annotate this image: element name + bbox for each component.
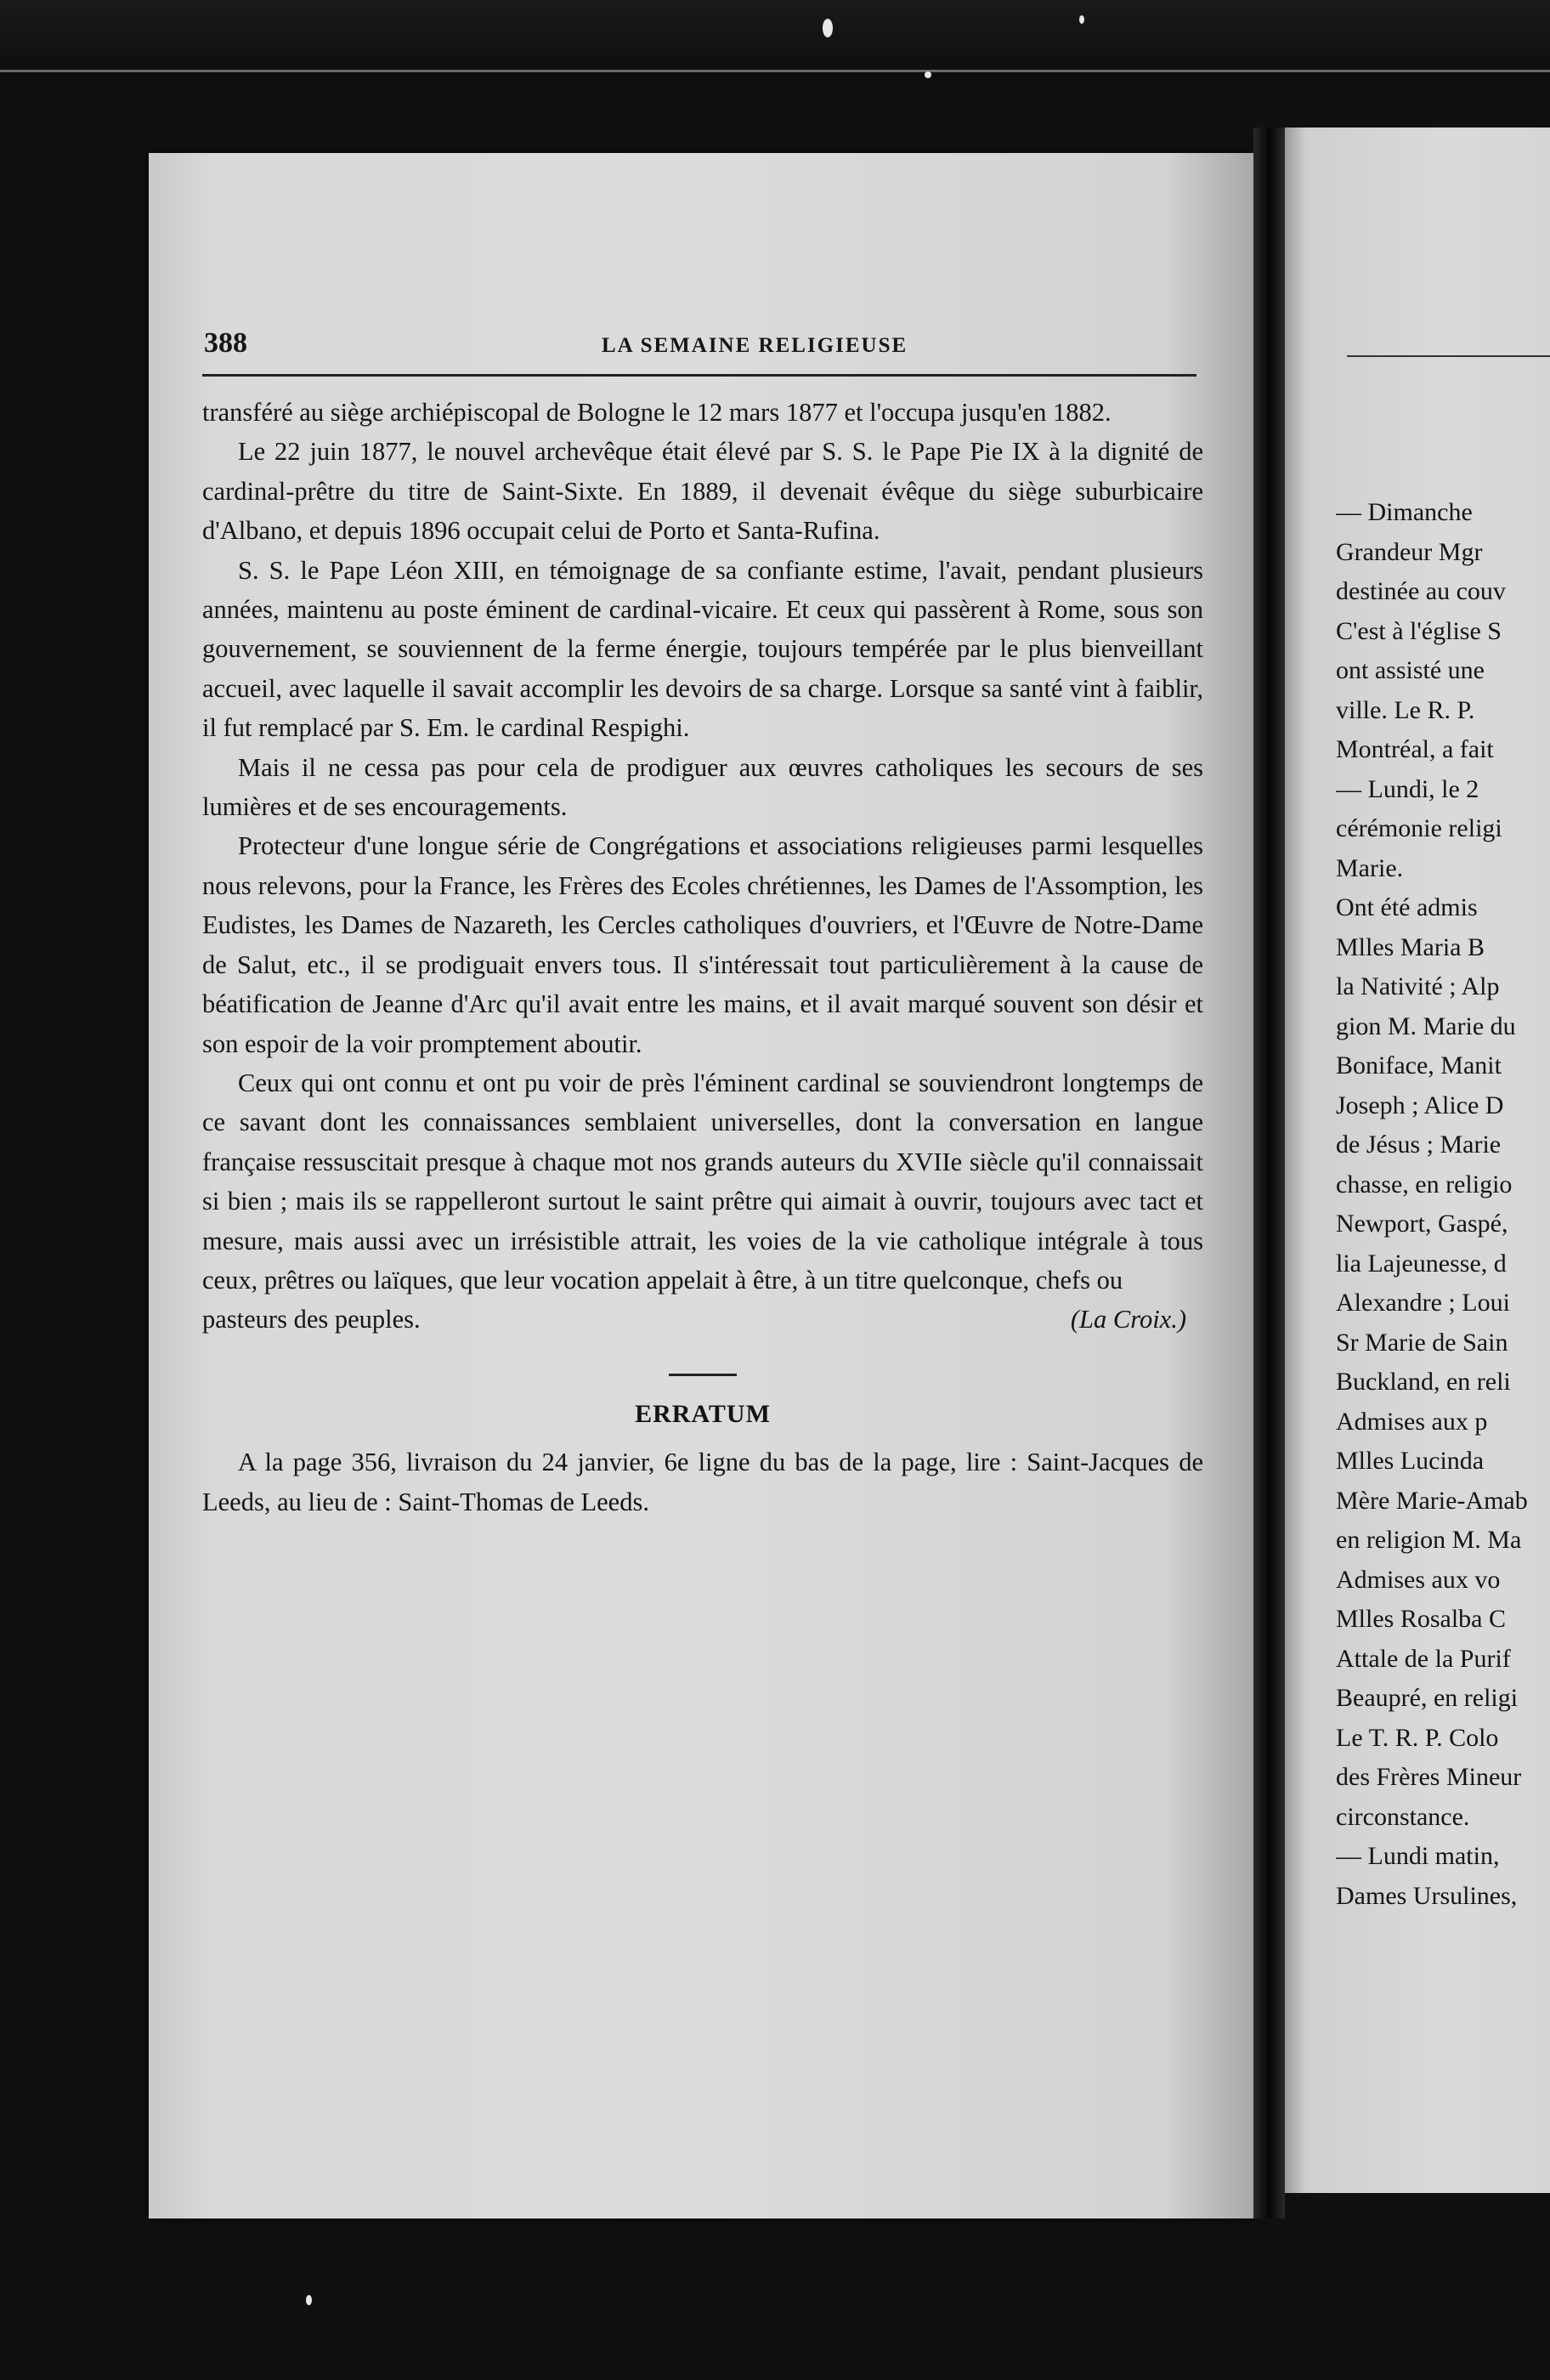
right-page-line: Admises aux vo (1336, 1565, 1501, 1594)
dust-speck (823, 19, 833, 37)
right-page-line: ont assisté une (1336, 656, 1485, 684)
paragraph: Mais il ne cessa pas pour cela de prodiguer aux œuvres catholiques les secours de ses lumières et de ses encouragements. (202, 752, 1203, 822)
paragraph: S. S. le Pape Léon XIII, en témoignage de sa confiante estime, l'avait, pendant plusieurs années, maintenu au poste éminent de cardinal-vicaire. Et ceux qui passèrent à Rome, sous son gouvernement, se souviennent de la ferme énergie, toujours tempérée par le plus bienveillant accueil, avec laquelle il savait accomplir les devoirs de sa charge. Lorsque sa santé vint à faiblir, il fut remplacé par S. Em. le cardinal Respighi. (202, 555, 1203, 743)
right-page-line: ville. Le R. P. (1336, 695, 1475, 724)
right-page-line: Boniface, Manit (1336, 1051, 1502, 1080)
section-divider (669, 1374, 737, 1376)
right-page-line: Mlles Maria B (1336, 932, 1485, 961)
right-page-line: lia Lajeunesse, d (1336, 1249, 1507, 1278)
right-page-line: Dames Ursulines, (1336, 1881, 1518, 1910)
right-page-line: — Dimanche (1336, 498, 1473, 526)
right-page-line: C'est à l'église S (1336, 616, 1502, 645)
article-body (202, 393, 1203, 1522)
right-page-line: Buckland, en reli (1336, 1368, 1511, 1396)
right-page-line: — Lundi matin, (1336, 1842, 1500, 1870)
right-page-line: la Nativité ; Alp (1336, 972, 1500, 1000)
dust-speck (925, 71, 931, 78)
right-page-line: circonstance. (1336, 1802, 1470, 1831)
right-page-line: Le T. R. P. Colo (1336, 1723, 1499, 1752)
book-gutter (1253, 128, 1285, 2218)
right-page-line: Marie. (1336, 853, 1404, 882)
right-page-line: Mère Marie-Amab (1336, 1486, 1528, 1515)
paragraph: Protecteur d'une longue série de Congrégations et associations religieuses parmi lesquelles nous relevons, pour la France, les Frères des Ecoles chrétiennes, les Dames de l'Assomption, les Eudistes, les Dames de Nazareth, les Cercles catholiques d'ouvriers, et l'Œuvre de Notre-Dame de Salut, etc., il se prodiguait envers tous. Il s'intéressait tout particulièrement à la cause de béatification de Jeanne d'Arc qu'il avait entre les mains, et il avait marqué souvent son désir et son espoir de la voir promptement aboutir. (202, 831, 1203, 1058)
right-page-line: Beaupré, en religi (1336, 1684, 1519, 1712)
dust-speck (306, 2295, 312, 2305)
film-edge (0, 0, 1550, 81)
right-page-line: Mlles Lucinda (1336, 1447, 1485, 1475)
page-number: 388 (204, 327, 247, 359)
source-citation: (La Croix.) (1070, 1305, 1186, 1334)
right-page-line: cérémonie religi (1336, 814, 1502, 842)
right-page-line: Mlles Rosalba C (1336, 1605, 1506, 1633)
page-header (204, 327, 1198, 370)
right-page-line: Joseph ; Alice D (1336, 1091, 1504, 1119)
dust-speck (1079, 15, 1084, 24)
erratum-text: A la page 356, livraison du 24 janvier, 6e ligne du bas de la page, lire : Saint-Jacques de Leeds, au lieu de : Saint-Thomas de Leeds. (202, 1448, 1203, 1516)
erratum-heading: ERRATUM (635, 1399, 771, 1428)
right-page-line: Grandeur Mgr (1336, 537, 1483, 566)
right-page-line: Sr Marie de Sain (1336, 1328, 1508, 1357)
paragraph: transféré au siège archiépiscopal de Bologne le 12 mars 1877 et l'occupa jusqu'en 1882. (202, 398, 1112, 427)
right-page-line: gion M. Marie du (1336, 1012, 1516, 1040)
right-header-rule (1347, 355, 1550, 357)
right-page-line: chasse, en religio (1336, 1170, 1513, 1198)
right-page-line: Attale de la Purif (1336, 1644, 1511, 1673)
film-line (0, 70, 1550, 72)
right-page-line: — Lundi, le 2 (1336, 774, 1479, 803)
paragraph: Le 22 juin 1877, le nouvel archevêque était élevé par S. S. le Pape Pie IX à la dignité de cardinal-prêtre du titre de Saint-Sixte. En 1889, il devenait évêque du siège suburbicaire d'Albano, et depuis 1896 occupait celui de Porto et Santa-Rufina. (202, 437, 1203, 546)
running-head: LA SEMAINE RELIGIEUSE (602, 334, 908, 357)
right-page-line: Ont été admis (1336, 893, 1478, 921)
right-page-line: destinée au couv (1336, 577, 1506, 605)
right-page-line: Montréal, a fait (1336, 735, 1494, 763)
right-page-line: Admises aux p (1336, 1407, 1488, 1436)
header-rule (202, 374, 1196, 377)
right-page-text (1336, 493, 1550, 1916)
closing-line (202, 1300, 1203, 1339)
right-page-line: des Frères Mineur (1336, 1763, 1522, 1791)
right-page-line: Newport, Gaspé, (1336, 1210, 1508, 1238)
right-page-line: Alexandre ; Loui (1336, 1289, 1510, 1317)
paragraph: Ceux qui ont connu et ont pu voir de près l'éminent cardinal se souviendront longtemps de ce savant dont les connaissances semblaient universelles, dont la conversation en langue française ressuscitait presque à chaque mot nos grands auteurs du XVIIe siècle qu'il connaissait si bien ; mais ils se rappelleront surtout le saint prêtre qui aimait à ouvrir, toujours avec tact et mesure, mais aussi avec un irrésistible attrait, les voies de la vie catholique intégrale à tous ceux, prêtres ou laïques, que leur vocation appelait à être, à un titre quelconque, chefs ou (202, 1068, 1203, 1295)
right-page-line: en religion M. Ma (1336, 1526, 1522, 1554)
closing-text: pasteurs des peuples. (202, 1305, 421, 1334)
right-page-line: de Jésus ; Marie (1336, 1130, 1502, 1159)
